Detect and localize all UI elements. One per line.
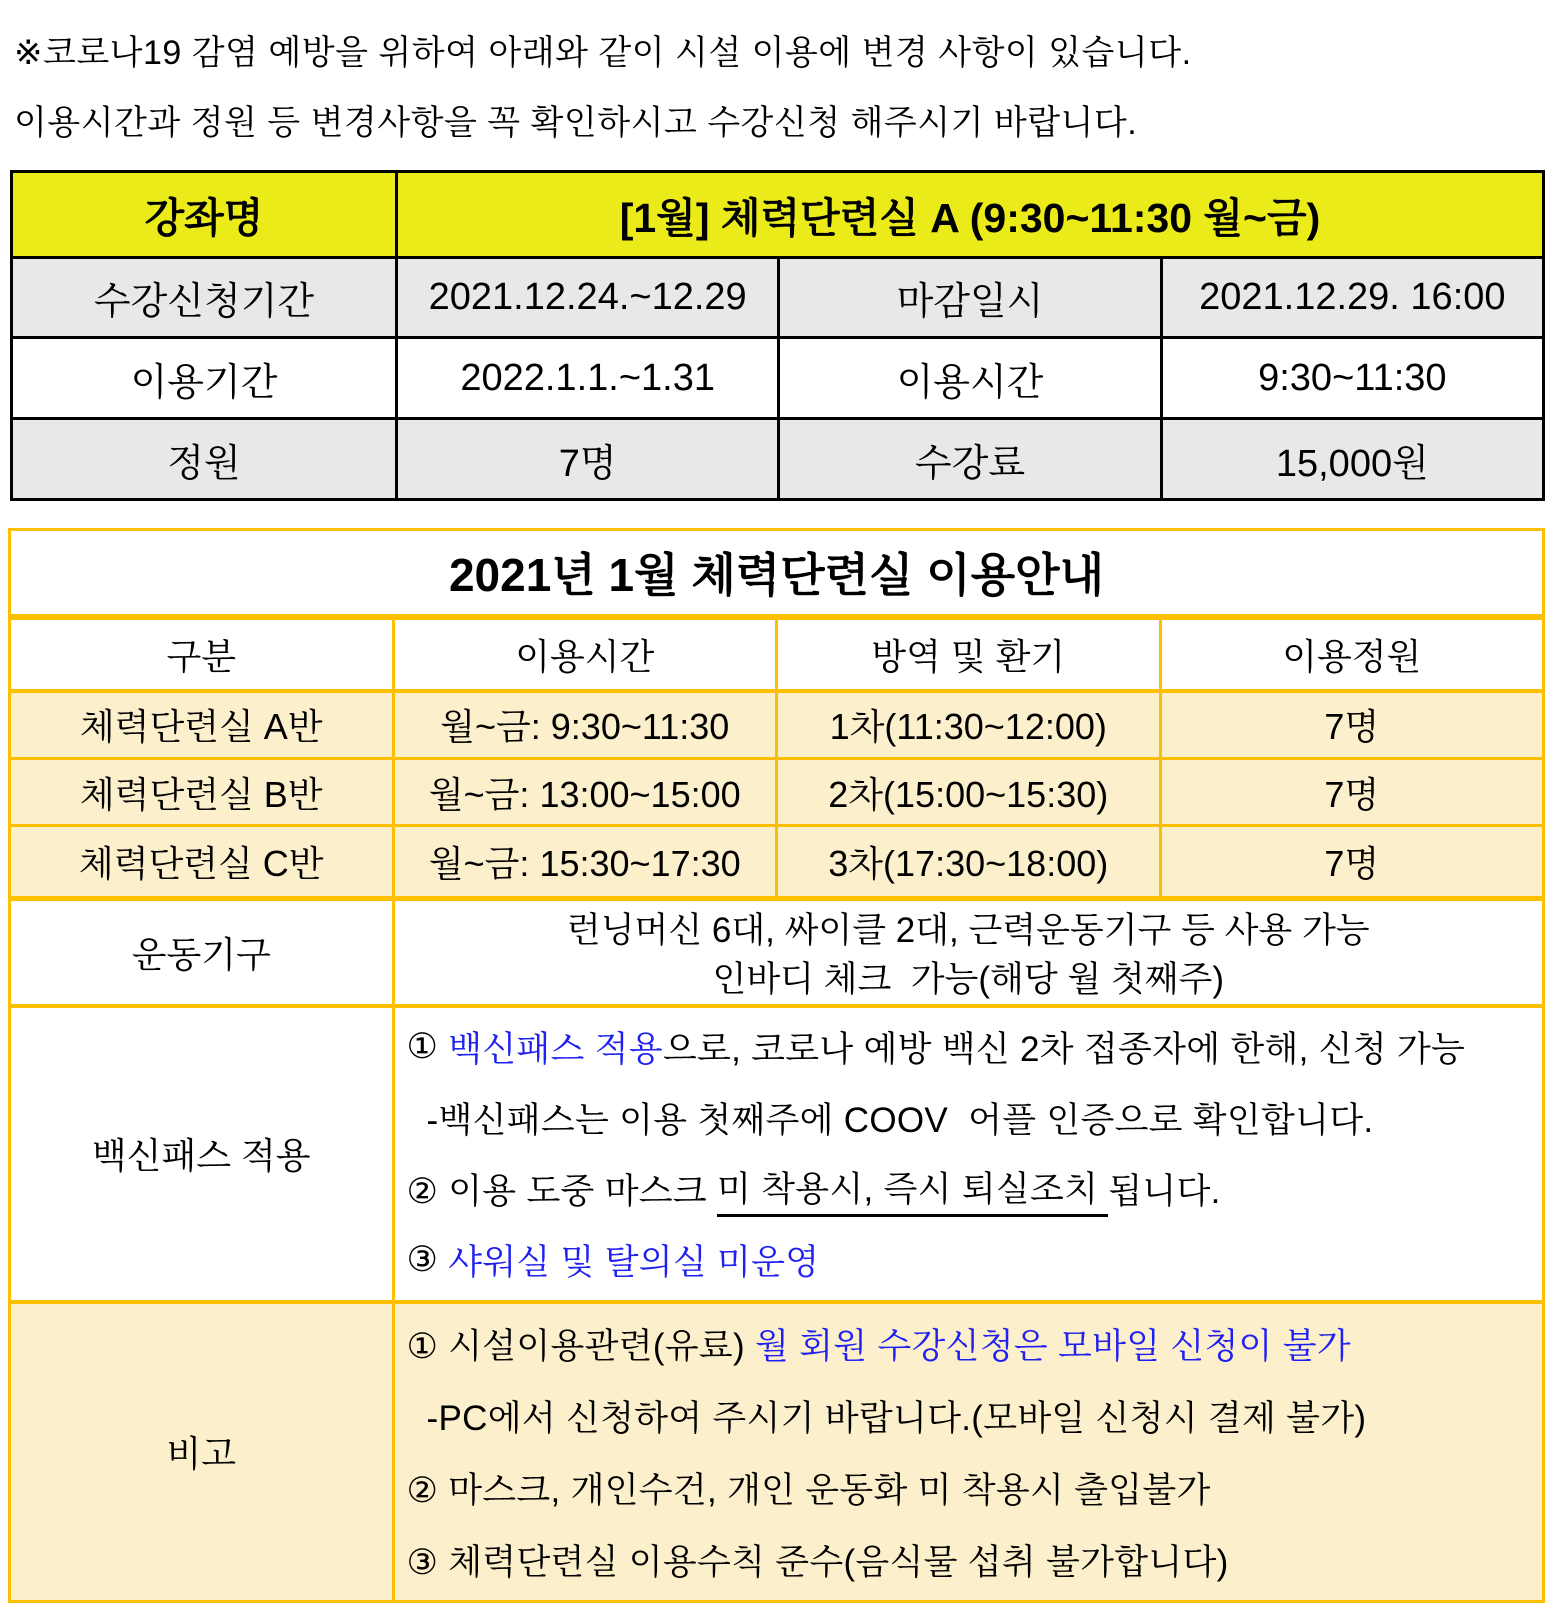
- class-c-ventilation: 3차(17:30~18:00): [777, 826, 1161, 899]
- column-header-capacity: 이용정원: [1160, 617, 1544, 691]
- capacity-value: 7명: [397, 419, 779, 500]
- deadline-label: 마감일시: [779, 258, 1161, 338]
- vaccine-pass-details: [393, 1006, 1544, 1302]
- remarks-label: 비고: [10, 1302, 394, 1602]
- text-segment: 샤워실 및 탈의실 미운영: [448, 1243, 820, 1282]
- text-segment: ② 이용 도중 마스크: [406, 1172, 718, 1211]
- info-table-title: 2021년 1월 체력단련실 이용안내: [10, 530, 1544, 617]
- info-table-header-row: [10, 617, 1544, 691]
- class-a-label: 체력단련실 A반: [10, 691, 394, 759]
- notice-line-2: 이용시간과 정원 등 변경사항을 꼭 확인하시고 수강신청 해주시기 바랍니다.: [14, 103, 1138, 142]
- class-b-ventilation: 2차(15:00~15:30): [777, 759, 1161, 826]
- text-segment: ③ 체력단련실 이용수칙 준수(음식물 섭취 불가합니다): [406, 1542, 1229, 1582]
- class-b-capacity: 7명: [1160, 759, 1544, 826]
- column-header-time: 이용시간: [393, 617, 777, 691]
- text-segment: -PC에서 신청하여 주시기 바랍니다.(모바일 신청시 결제 불가): [406, 1398, 1367, 1438]
- equipment-description: [393, 899, 1544, 1006]
- text-segment: -백신패스는 이용 첫째주에 COOV 어플 인증으로 확인합니다.: [406, 1101, 1374, 1140]
- vaccine-pass-row: [10, 1006, 1544, 1302]
- table-row: [12, 258, 1544, 338]
- text-segment: ③: [406, 1240, 449, 1279]
- vaccine-pass-label: 백신패스 적용: [10, 1006, 394, 1302]
- class-a-ventilation: 1차(11:30~12:00): [777, 691, 1161, 759]
- usage-period-value: 2022.1.1.~1.31: [397, 338, 779, 419]
- class-b-time: 월~금: 13:00~15:00: [393, 759, 777, 826]
- table-row: [12, 419, 1544, 500]
- class-c-capacity: 7명: [1160, 826, 1544, 899]
- usage-time-value: 9:30~11:30: [1161, 338, 1543, 419]
- info-table-title-row: [10, 530, 1544, 617]
- content-line: [407, 1380, 1533, 1452]
- table-row: [12, 338, 1544, 419]
- fee-label: 수강료: [779, 419, 1161, 500]
- equipment-line-1: 런닝머신 6대, 싸이클 2대, 근력운동기구 등 사용 가능: [566, 910, 1370, 950]
- class-b-label: 체력단련실 B반: [10, 759, 394, 826]
- column-header-ventilation: 방역 및 환기: [777, 617, 1161, 691]
- equipment-label: 운동기구: [10, 899, 394, 1006]
- notice-line-1: ※코로나19 감염 예방을 위하여 아래와 같이 시설 이용에 변경 사항이 있습니다.: [14, 33, 1192, 72]
- text-segment: 월 회원 수강신청은 모바일 신청이 불가: [755, 1326, 1351, 1366]
- content-line: [407, 1012, 1533, 1083]
- class-a-capacity: 7명: [1160, 691, 1544, 759]
- class-c-label: 체력단련실 C반: [10, 826, 394, 899]
- equipment-row: [10, 899, 1544, 1006]
- remarks-details: [393, 1302, 1544, 1602]
- content-line: [407, 1308, 1533, 1380]
- content-line: [407, 1524, 1533, 1596]
- class-c-time: 월~금: 15:30~17:30: [393, 826, 777, 899]
- class-a-time: 월~금: 9:30~11:30: [393, 691, 777, 759]
- text-segment: 됩니다.: [1108, 1172, 1221, 1211]
- remarks-row: [10, 1302, 1544, 1602]
- class-a-row: [10, 691, 1544, 759]
- registration-period-value: 2021.12.24.~12.29: [397, 258, 779, 338]
- text-segment: 미 착용시, 즉시 퇴실조치: [717, 1162, 1108, 1217]
- covid-notice: [0, 0, 1552, 154]
- course-table-header-row: [12, 172, 1544, 258]
- content-line: [407, 1154, 1533, 1225]
- class-c-row: [10, 826, 1544, 899]
- equipment-line-2: 인바디 체크 가능(해당 월 첫째주): [712, 959, 1224, 999]
- capacity-label: 정원: [12, 419, 397, 500]
- content-line: [407, 1452, 1533, 1524]
- text-segment: 으로, 코로나 예방 백신 2차 접종자에 한해, 신청 가능: [662, 1030, 1466, 1069]
- course-table: [10, 170, 1545, 501]
- class-b-row: [10, 759, 1544, 826]
- text-segment: ①: [406, 1027, 449, 1066]
- content-line: [407, 1225, 1533, 1296]
- text-segment: ② 마스크, 개인수건, 개인 운동화 미 착용시 출입불가: [406, 1470, 1211, 1510]
- column-header-category: 구분: [10, 617, 394, 691]
- content-line: [407, 1083, 1533, 1154]
- course-name-label: 강좌명: [12, 172, 397, 258]
- course-title: [1월] 체력단련실 A (9:30~11:30 월~금): [397, 172, 1544, 258]
- usage-period-label: 이용기간: [12, 338, 397, 419]
- deadline-value: 2021.12.29. 16:00: [1161, 258, 1543, 338]
- text-segment: ① 시설이용관련(유료): [406, 1326, 756, 1366]
- fee-value: 15,000원: [1161, 419, 1543, 500]
- usage-time-label: 이용시간: [779, 338, 1161, 419]
- registration-period-label: 수강신청기간: [12, 258, 397, 338]
- text-segment: 백신패스 적용: [448, 1030, 663, 1069]
- gym-info-table: [8, 528, 1545, 1603]
